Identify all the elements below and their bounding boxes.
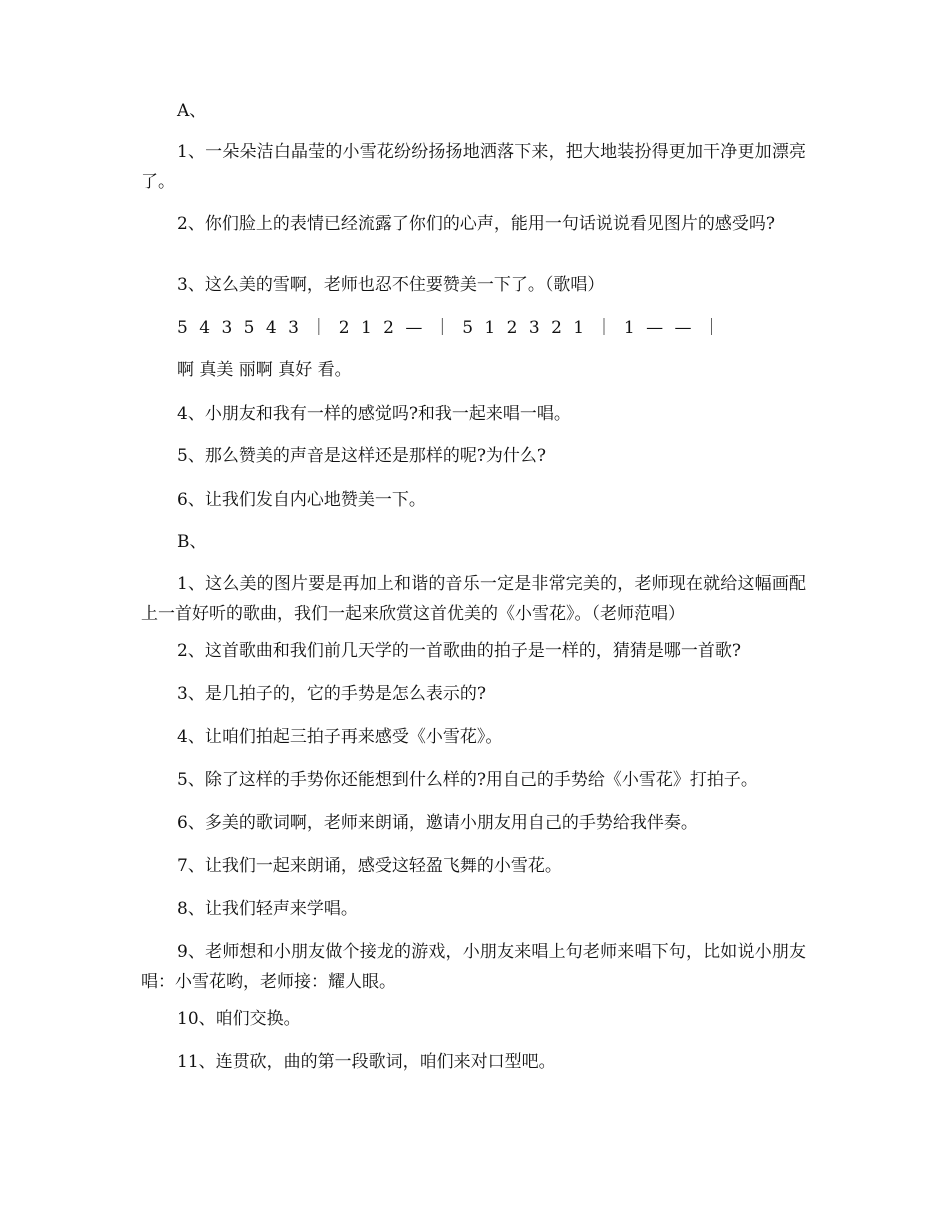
- section-label-b: B、: [177, 532, 207, 552]
- paragraph-b-6: 6、多美的歌词啊，老师来朗诵，邀请小朋友用自己的手势给我伴奏。: [177, 813, 698, 833]
- paragraph-a-1: 1、一朵朵洁白晶莹的小雪花纷纷扬扬地洒落下来，把大地装扮得更加干净更加漂亮了。: [141, 142, 806, 192]
- paragraph-a-6: 6、让我们发自内心地赞美一下。: [177, 490, 426, 510]
- paragraph-a-4: 4、小朋友和我有一样的感觉吗?和我一起来唱一唱。: [177, 404, 571, 424]
- section-label-a: A、: [177, 101, 207, 121]
- paragraph-b-7: 7、让我们一起来朗诵，感受这轻盈飞舞的小雪花。: [177, 856, 562, 876]
- paragraph-b-1: 1、这么美的图片要是再加上和谐的音乐一定是非常完美的，老师现在就给这幅画配上一首好听的歌曲，我们一起来欣赏这首优美的《小雪花》。（老师范唱）: [141, 574, 806, 624]
- paragraph-b-11: 11、连贯砍，曲的第一段歌词，咱们来对口型吧。: [177, 1052, 556, 1072]
- song-lyrics: 啊 真美 丽啊 真好 看。: [177, 360, 352, 380]
- paragraph-a-2: 2、你们脸上的表情已经流露了你们的心声，能用一句话说说看见图片的感受吗?: [177, 214, 775, 234]
- paragraph-b-4: 4、让咱们拍起三拍子再来感受《小雪花》。: [177, 727, 503, 747]
- paragraph-b-10: 10、咱们交换。: [177, 1009, 301, 1029]
- music-notation: 5 4 3 5 4 3 ｜ 2 1 2 — ｜ 5 1 2 3 2 1 ｜ 1 — — ｜: [177, 318, 723, 338]
- paragraph-b-8: 8、让我们轻声来学唱。: [177, 899, 358, 919]
- paragraph-b-9: 9、老师想和小朋友做个接龙的游戏，小朋友来唱上句老师来唱下句，比如说小朋友唱：小雪花哟，老师接：耀人眼。: [141, 942, 806, 992]
- paragraph-b-2: 2、这首歌曲和我们前几天学的一首歌曲的拍子是一样的，猜猜是哪一首歌?: [177, 641, 741, 661]
- paragraph-b-5: 5、除了这样的手势你还能想到什么样的?用自己的手势给《小雪花》打拍子。: [177, 770, 758, 790]
- paragraph-a-5: 5、那么赞美的声音是这样还是那样的呢?为什么?: [177, 446, 547, 466]
- paragraph-a-3: 3、这么美的雪啊，老师也忍不住要赞美一下了。（歌唱）: [177, 275, 605, 295]
- paragraph-b-3: 3、是几拍子的，它的手势是怎么表示的?: [177, 684, 486, 704]
